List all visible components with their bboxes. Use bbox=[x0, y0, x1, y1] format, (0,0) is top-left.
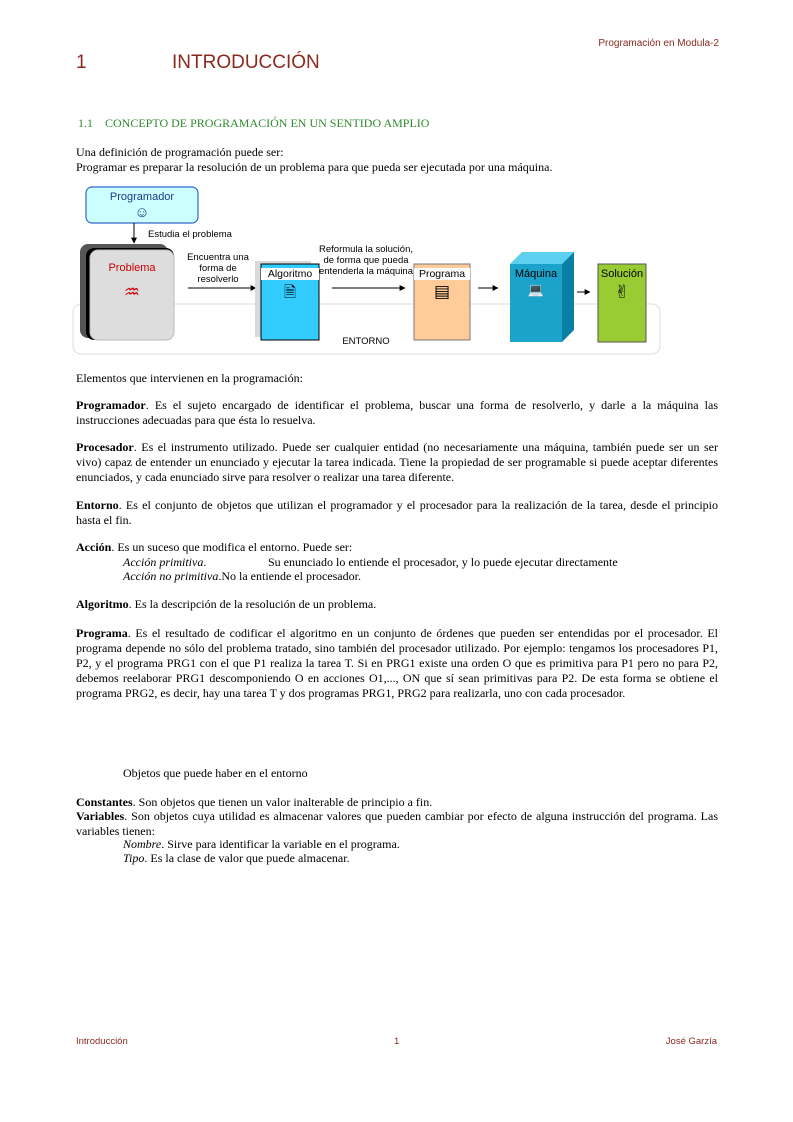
programa-paragraph bbox=[76, 626, 718, 701]
estudia-label: Estudia el problema bbox=[148, 229, 232, 240]
elements-heading: Elementos que intervienen en la programación: bbox=[76, 371, 303, 385]
chapter-number: 1 bbox=[76, 52, 87, 73]
algoritmo-term: Algoritmo bbox=[76, 597, 129, 611]
entorno-paragraph bbox=[76, 498, 718, 528]
section-heading bbox=[78, 116, 429, 131]
footer-page-number: 1 bbox=[394, 1036, 400, 1047]
procesador-term: Procesador bbox=[76, 440, 134, 454]
procesador-paragraph bbox=[76, 440, 718, 485]
entorno-text: . Es el conjunto de objetos que utilizan el programador y el procesador para la realización de la tarea, desde el principio hasta el fin. bbox=[76, 498, 718, 527]
footer-right: José Garzía bbox=[665, 1036, 717, 1047]
programming-diagram bbox=[72, 186, 662, 356]
intro-line-2: Programar es preparar la resolución de un problema para que pueda ser ejecutada por una máquina. bbox=[76, 160, 553, 174]
smiley-icon: ☺ bbox=[134, 204, 150, 221]
footer-left: Introducción bbox=[76, 1036, 128, 1047]
chapter-title: INTRODUCCIÓN bbox=[172, 52, 320, 73]
victory-hand-icon: ✌ bbox=[614, 282, 630, 302]
programa-term: Programa bbox=[76, 626, 128, 640]
entorno-term: Entorno bbox=[76, 498, 119, 512]
programador-paragraph bbox=[76, 398, 718, 428]
problema-label: Problema bbox=[108, 262, 156, 274]
variables-paragraph bbox=[76, 809, 718, 839]
accion-primitiva-text: Su enunciado lo entiende el procesador, y lo puede ejecutar directamente bbox=[268, 555, 618, 569]
solucion-label: Solución bbox=[600, 268, 644, 280]
constantes-text: . Son objetos que tienen un valor inalterable de principio a fin. bbox=[132, 795, 433, 809]
intro-definition bbox=[76, 145, 718, 175]
section-number: 1.1 bbox=[78, 116, 93, 130]
programador-label: Programador bbox=[109, 191, 175, 203]
accion-term: Acción bbox=[76, 540, 112, 554]
procesador-text: . Es el instrumento utilizado. Puede ser cualquier entidad (no necesariamente una máquina, también puede ser un ser vivo) capaz de entender un enunciado y ejecutar la tarea indicada. Tiene la propiedad de ser programable si puede aceptar diferentes enunciados, y cada enunciado sirve para resolver o realizar una tarea diferente. bbox=[76, 440, 718, 484]
variables-term: Variables bbox=[76, 809, 125, 823]
intro-line-1: Una definición de programación puede ser: bbox=[76, 145, 284, 159]
accion-text: . Es un suceso que modifica el entorno. Puede ser: bbox=[111, 540, 353, 554]
computer-icon: 💻 bbox=[527, 282, 545, 297]
section-title: CONCEPTO DE PROGRAMACIÓN EN UN SENTIDO AMPLIO bbox=[105, 116, 430, 130]
programa-text: . Es el resultado de codificar el algoritmo en un conjunto de órdenes que pueden ser entendidas por el procesador. El programa depende no sólo del problema tratado, sino también del procesador utilizado. Por ejemplo: tengamos los procesadores P1, P2, y el programa PRG1 con el que P1 realiza la tarea T. Si en PRG1 existe una orden O que es primitiva para P1 pero no para P2, debemos reelaborar PRG1 descomponiendo O en acciones O1,..., ON que sí sean primitivas para P2. De esta forma se obtiene el programa PRG2, es decir, hay una tarea T y dos programas PRG1, PRG2 para realizarla, uno con cada procesador. bbox=[76, 626, 718, 700]
accion-paragraph bbox=[76, 540, 718, 555]
notepad-icon: ▤ bbox=[433, 282, 451, 301]
aquarius-icon: ♒ bbox=[123, 282, 141, 302]
maquina-label: Máquina bbox=[514, 268, 558, 280]
variables-text: . Son objetos cuya utilidad es almacenar valores que pueden cambiar por efecto de alguna instrucción del programa. Las variables tienen: bbox=[76, 809, 718, 838]
algoritmo-label: Algoritmo bbox=[261, 268, 319, 280]
entorno-label: ENTORNO bbox=[342, 336, 390, 347]
programa-label: Programa bbox=[414, 268, 470, 280]
encuentra-label: Encuentra una forma de resolverlo bbox=[187, 252, 249, 285]
tipo-line: Tipo. Es la clase de valor que puede almacenar. bbox=[123, 851, 350, 865]
accion-primitiva-term: Acción primitiva. bbox=[123, 555, 207, 569]
programador-term: Programador bbox=[76, 398, 146, 412]
constantes-paragraph bbox=[76, 795, 718, 810]
programador-text: . Es el sujeto encargado de identificar el problema, buscar una forma de resolverlo, y darle a la máquina las instrucciones adecuadas para que ésta lo resuelva. bbox=[76, 398, 718, 427]
algoritmo-text: . Es la descripción de la resolución de un problema. bbox=[128, 597, 377, 611]
accion-no-primitiva: Acción no primitiva.No la entiende el procesador. bbox=[123, 569, 361, 583]
nombre-line: Nombre. Sirve para identificar la variable en el programa. bbox=[123, 837, 400, 851]
running-head: Programación en Modula-2 bbox=[598, 38, 719, 49]
algoritmo-paragraph bbox=[76, 597, 718, 612]
constantes-term: Constantes bbox=[76, 795, 133, 809]
objects-heading: Objetos que puede haber en el entorno bbox=[123, 766, 308, 780]
document-icon: 🗎 bbox=[283, 284, 297, 301]
reformula-label: Reformula la solución, de forma que pueda entenderla la máquina bbox=[318, 244, 413, 277]
